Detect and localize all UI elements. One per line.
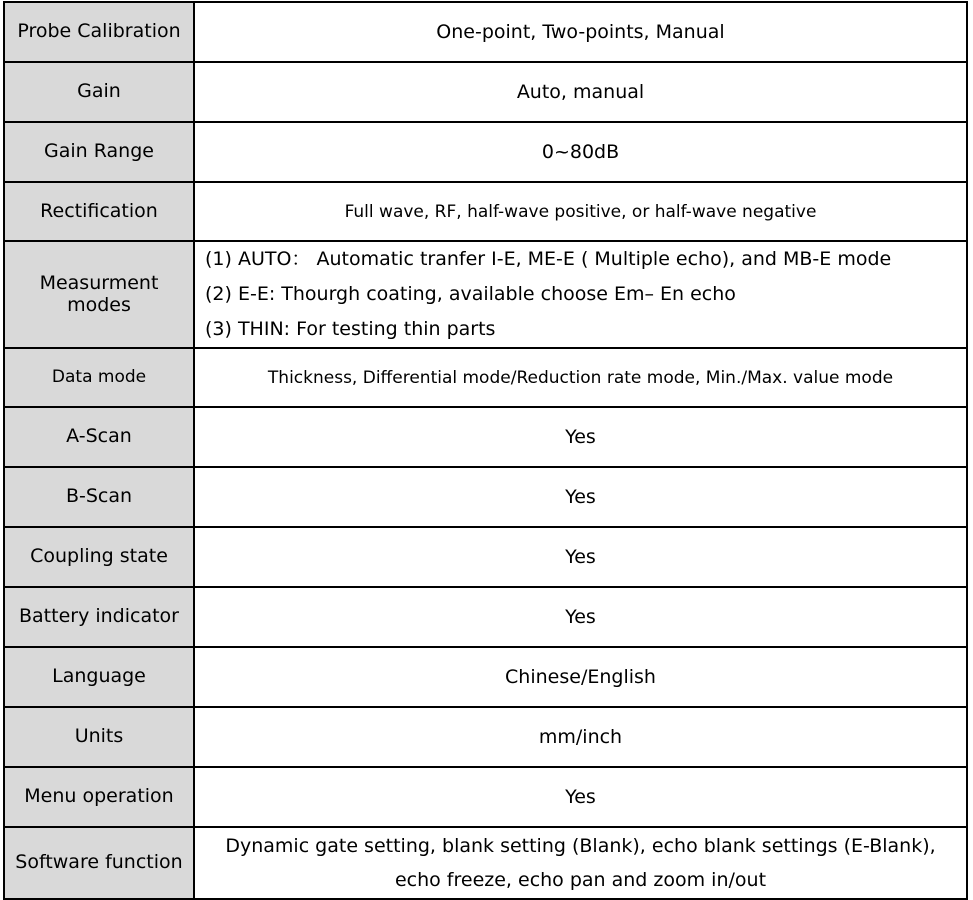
row-value: Yes <box>194 527 967 587</box>
spec-row-measurement-modes <box>4 241 967 348</box>
row-value: 0~80dB <box>194 122 967 182</box>
value-line: (3) THIN: For testing thin parts <box>205 318 496 340</box>
row-label: Coupling state <box>4 527 194 587</box>
spec-row-a-scan <box>4 407 967 467</box>
row-value: Auto, manual <box>194 62 967 122</box>
row-value <box>194 241 967 348</box>
value-line: echo freeze, echo pan and zoom in/out <box>394 869 767 891</box>
spec-row-gain <box>4 62 967 122</box>
row-value: Yes <box>194 767 967 827</box>
value-line: (1) AUTO： Automatic tranfer I-E, ME-E ( Multiple echo), and MB-E mode <box>205 248 892 270</box>
row-value: Thickness, Differential mode/Reduction rate mode, Min./Max. value mode <box>194 348 967 407</box>
row-label: Software function <box>4 827 194 899</box>
spec-row-b-scan <box>4 467 967 527</box>
row-label: Menu operation <box>4 767 194 827</box>
row-value: Chinese/English <box>194 647 967 707</box>
spec-row-units <box>4 707 967 767</box>
row-label: Language <box>4 647 194 707</box>
spec-row-rectification <box>4 182 967 241</box>
row-value: Full wave, RF, half-wave positive, or half-wave negative <box>194 182 967 241</box>
row-value: Yes <box>194 407 967 467</box>
row-value: One-point, Two-points, Manual <box>194 2 967 62</box>
spec-row-coupling-state <box>4 527 967 587</box>
spec-row-gain-range <box>4 122 967 182</box>
row-value: Yes <box>194 467 967 527</box>
spec-row-menu-operation <box>4 767 967 827</box>
row-label: Gain <box>4 62 194 122</box>
value-line: (2) E-E: Thourgh coating, available choose Em– En echo <box>205 283 736 305</box>
spec-row-language <box>4 647 967 707</box>
spec-row-probe-calibration <box>4 2 967 62</box>
row-label: B-Scan <box>4 467 194 527</box>
label-line: modes <box>67 293 131 316</box>
row-label: Probe Calibration <box>4 2 194 62</box>
row-label: Rectification <box>4 182 194 241</box>
row-value: mm/inch <box>194 707 967 767</box>
spec-row-data-mode <box>4 348 967 407</box>
row-value: Yes <box>194 587 967 647</box>
row-label: Battery indicator <box>4 587 194 647</box>
spec-row-battery-indicator <box>4 587 967 647</box>
row-label <box>4 241 194 348</box>
spec-row-software-function <box>4 827 967 899</box>
value-line: Dynamic gate setting, blank setting (Blank), echo blank settings (E-Blank), <box>225 835 936 857</box>
label-line: Measurment <box>39 271 159 294</box>
row-label: Units <box>4 707 194 767</box>
row-label: A-Scan <box>4 407 194 467</box>
row-value <box>194 827 967 899</box>
spec-table <box>3 1 968 900</box>
row-label: Gain Range <box>4 122 194 182</box>
row-label: Data mode <box>4 348 194 407</box>
